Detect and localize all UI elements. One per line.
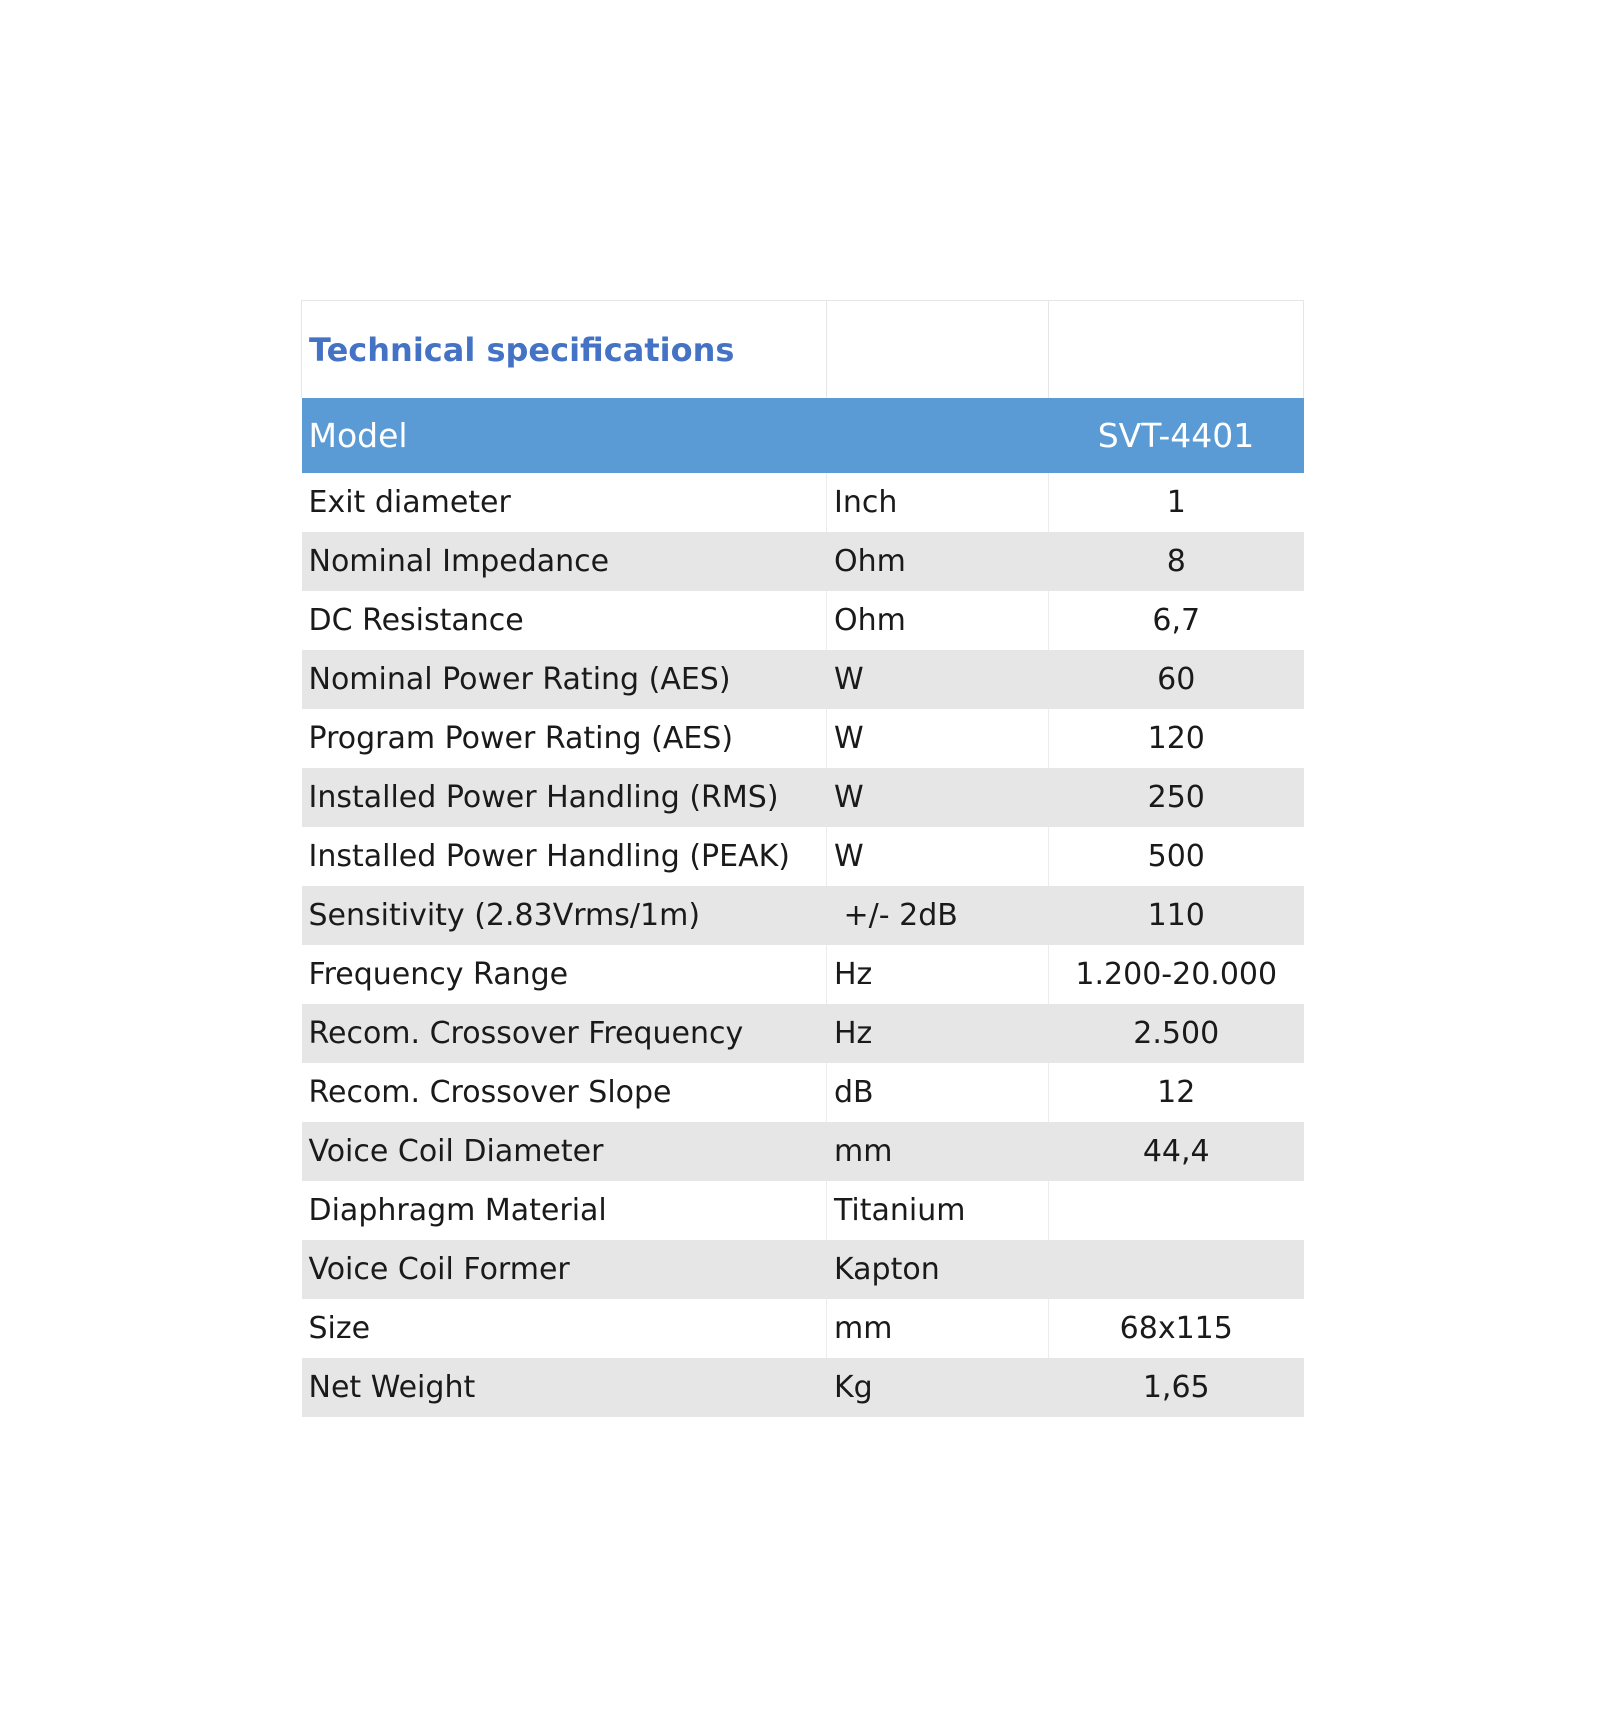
param-value: 1 <box>1049 473 1304 532</box>
param-value <box>1049 1181 1304 1240</box>
model-label: Model <box>302 398 827 473</box>
param-unit: W <box>827 650 1049 709</box>
param-name: Frequency Range <box>302 945 827 1004</box>
table-title: Technical specifications <box>302 301 827 399</box>
param-name: Nominal Impedance <box>302 532 827 591</box>
title-empty-cell <box>1049 301 1304 399</box>
table-row <box>302 650 1304 709</box>
table-row <box>302 886 1304 945</box>
table-row <box>302 945 1304 1004</box>
title-row <box>302 301 1304 399</box>
param-value: 250 <box>1049 768 1304 827</box>
param-unit: Hz <box>827 945 1049 1004</box>
table-row <box>302 768 1304 827</box>
model-value: SVT-4401 <box>1049 398 1304 473</box>
param-name: Program Power Rating (AES) <box>302 709 827 768</box>
param-value: 1,65 <box>1049 1358 1304 1417</box>
table-row <box>302 1063 1304 1122</box>
param-value: 6,7 <box>1049 591 1304 650</box>
param-name: Size <box>302 1299 827 1358</box>
param-unit: W <box>827 827 1049 886</box>
table-row <box>302 827 1304 886</box>
table-row <box>302 709 1304 768</box>
param-name: Voice Coil Former <box>302 1240 827 1299</box>
param-name: Recom. Crossover Slope <box>302 1063 827 1122</box>
param-name: Recom. Crossover Frequency <box>302 1004 827 1063</box>
param-name: Installed Power Handling (PEAK) <box>302 827 827 886</box>
param-unit: mm <box>827 1299 1049 1358</box>
param-value: 1.200-20.000 <box>1049 945 1304 1004</box>
table-row <box>302 1122 1304 1181</box>
param-name: Nominal Power Rating (AES) <box>302 650 827 709</box>
param-name: Diaphragm Material <box>302 1181 827 1240</box>
param-name: Net Weight <box>302 1358 827 1417</box>
param-value: 68x115 <box>1049 1299 1304 1358</box>
title-empty-cell <box>827 301 1049 399</box>
table-row <box>302 1181 1304 1240</box>
param-value: 44,4 <box>1049 1122 1304 1181</box>
table-row <box>302 1358 1304 1417</box>
param-unit: +/- 2dB <box>827 886 1049 945</box>
param-value: 60 <box>1049 650 1304 709</box>
param-name: Exit diameter <box>302 473 827 532</box>
param-name: Installed Power Handling (RMS) <box>302 768 827 827</box>
param-value: 8 <box>1049 532 1304 591</box>
param-unit: Kapton <box>827 1240 1049 1299</box>
param-unit: mm <box>827 1122 1049 1181</box>
table-row <box>302 1240 1304 1299</box>
param-value: 120 <box>1049 709 1304 768</box>
spec-table <box>301 300 1304 1417</box>
table-row <box>302 1299 1304 1358</box>
param-unit: Inch <box>827 473 1049 532</box>
param-unit: Kg <box>827 1358 1049 1417</box>
param-unit: W <box>827 768 1049 827</box>
model-header-row <box>302 398 1304 473</box>
param-unit: dB <box>827 1063 1049 1122</box>
table-row <box>302 532 1304 591</box>
table-row <box>302 473 1304 532</box>
param-value <box>1049 1240 1304 1299</box>
param-name: Voice Coil Diameter <box>302 1122 827 1181</box>
param-unit: W <box>827 709 1049 768</box>
param-name: DC Resistance <box>302 591 827 650</box>
param-unit: Titanium <box>827 1181 1049 1240</box>
table-row <box>302 591 1304 650</box>
param-name: Sensitivity (2.83Vrms/1m) <box>302 886 827 945</box>
param-unit: Ohm <box>827 591 1049 650</box>
param-value: 500 <box>1049 827 1304 886</box>
param-value: 2.500 <box>1049 1004 1304 1063</box>
param-value: 12 <box>1049 1063 1304 1122</box>
param-unit: Hz <box>827 1004 1049 1063</box>
param-unit: Ohm <box>827 532 1049 591</box>
model-empty-cell <box>827 398 1049 473</box>
table-row <box>302 1004 1304 1063</box>
param-value: 110 <box>1049 886 1304 945</box>
